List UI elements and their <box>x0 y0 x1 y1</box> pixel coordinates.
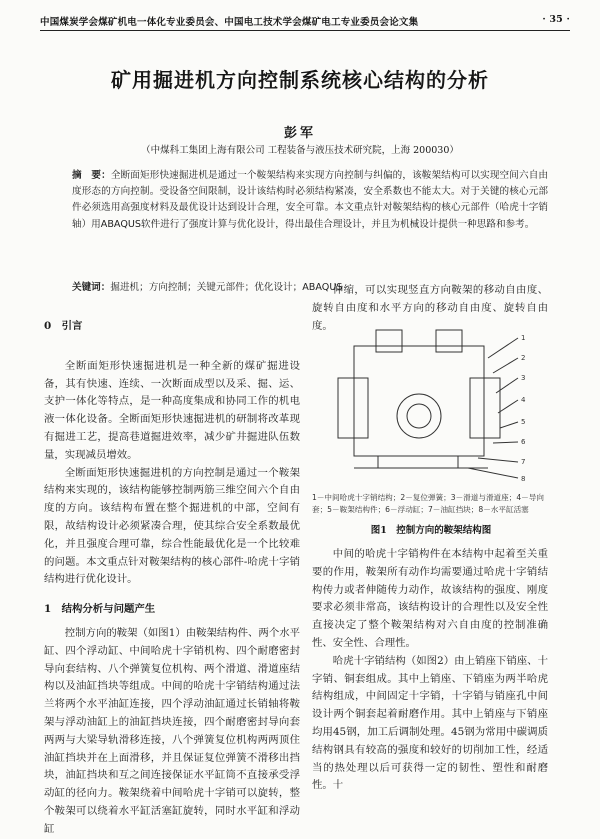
left-float-cylinder <box>338 378 368 438</box>
running-title: 中国煤炭学会煤矿机电一体化专业委员会、中国电工技术学会煤矿电工专业委员会论文集 <box>40 17 419 28</box>
abstract-text: 全断面矩形快速掘进机是通过一个鞍架结构来实现方向控制与纠偏的，该鞍架结构可以实现空间六自由度形态的方向控制。受设备空间限制，设计该结构时必须结构紧凑，安全系数也不能太大。对于关键的核心元部件必须选用高强度材料及最优设计达到设计合理，安全可靠。本文重点针对鞍架结构的核心元部件（哈虎十字销轴）用ABAQUS软件进行了强度计算与优化设计，得出最佳合理设计，并且为机械设计提供一种思路和参考。 <box>72 170 549 230</box>
abstract-label: 摘 要： <box>72 170 111 181</box>
left-column <box>44 318 300 839</box>
callout-2: 2 <box>521 354 526 362</box>
leader-line-5 <box>500 422 518 428</box>
top-left-block <box>376 330 402 352</box>
right-mid-paragraph-1: 中间的哈虎十字销构件在本结构中起着至关重要的作用，鞍架所有动作均需要通过哈虎十字销结构传力或者伸随传力动作，故该结构的强度、刚度要求必须非常高，该结构设计的合理性以及安全性直接决定了整个鞍架结构对六自由度的控制准确性、安全性、合理性。 <box>312 548 548 649</box>
section-0-heading: 0 引言 <box>44 320 83 332</box>
slide-base <box>378 456 458 468</box>
right-float-cylinder <box>470 378 500 438</box>
top-right-block <box>436 330 462 352</box>
saddle-frame <box>354 346 484 456</box>
callout-7: 7 <box>521 458 526 466</box>
callout-3: 3 <box>521 374 526 382</box>
intro-paragraph-2: 全断面矩形快速掘进机的方向控制是通过一个鞍架结构来实现的，该结构能够控制两筋三维空间六个自由度的方向。该结构布置在整个掘进机的中部，空间有限，故结构设计必须紧凑合理，使其综合安全系数最优化，并且强度合理可靠，综合性能最优化是一个比较难的问题。本文重点针对鞍架结构的核心部件-哈虎十字销结构进行优化设计。 <box>44 466 300 586</box>
leader-line-2 <box>493 358 518 373</box>
cross-pin-core <box>407 404 431 428</box>
right-top-paragraph: 伸缩，可以实现竖直方向鞍架的移动自由度、旋转自由度和水平方向的移动自由度、旋转自由度。 <box>312 284 548 332</box>
figure-1-legend: 1－中间哈虎十字销结构；2－复位弹簧；3－滑道与滑道座；4－导向套；5－鞍架结构件；6－浮动缸；7－油缸挡块；8－水平缸活塞 <box>312 493 544 514</box>
callout-4: 4 <box>521 396 526 404</box>
section-1-heading: 1 结构分析与问题产生 <box>44 603 156 616</box>
leader-line-3 <box>496 378 518 393</box>
keywords-text: 掘进机；方向控制；关键元部件；优化设计；ABAQUS <box>110 282 343 293</box>
figure-1-drawing <box>318 318 546 484</box>
running-header <box>40 14 570 31</box>
leader-line-7 <box>478 458 518 462</box>
callout-5: 5 <box>521 418 526 426</box>
intro-paragraph-1: 全断面矩形快速掘进机是一种全新的煤矿掘进设备，其有快速、连续、一次断面成型以及采、掘、运、支护一体化等特点，是一种高度集成和协同工作的机电液一体化设备。全断面矩形快速掘进机的研制将改革现有掘进工艺，提高巷道掘进效率，减少矿井掘进队伍数量，实现减员增效。 <box>44 359 300 461</box>
keywords-label: 关键词： <box>72 282 111 293</box>
callout-8: 8 <box>521 475 526 483</box>
right-column-bottom <box>312 546 548 795</box>
page-number: · 35 · <box>542 14 570 25</box>
leader-line-1 <box>488 338 518 358</box>
author: 彭军 <box>283 126 316 141</box>
leader-line-6 <box>493 442 518 443</box>
section-1-paragraph: 控制方向的鞍架（如图1）由鞍架结构件、两个水平缸、四个浮动缸、中间哈虎十字销机构、四个耐磨密封导向套结构、八个弹簧复位机构、两个滑道、滑道座结构以及油缸挡块等组成。中间的哈虎十字销结构通过法兰将两个水平油缸连接，四个浮动油缸通过长销轴将鞍架与浮动油缸上的油缸挡块连接，四个耐磨密封导向套两两与大梁导轨滑移连接，八个弹簧复位机构两两顶住油缸挡块并在上面滑移，并且保证复位弹簧不滑移出挡块，油缸挡块和互之间连接保证水平缸筒不直接承受浮动缸的径向力。鞍架绕着中间哈虎十字销可以旋转，整个鞍架可以绕着水平缸活塞缸旋转，同时水平缸和浮动缸 <box>44 626 300 835</box>
leader-line-8 <box>468 468 518 478</box>
affiliation: （中煤科工集团上海有限公司 工程装备与液压技术研究院，上海 200030） <box>141 145 459 156</box>
figure-1-caption: 图1 控制方向的鞍架结构图 <box>370 525 492 536</box>
cross-pin-ring <box>397 394 441 438</box>
abstract <box>72 168 548 233</box>
paper-title: 矿用掘进机方向控制系统核心结构的分析 <box>111 68 489 92</box>
callout-6: 6 <box>521 438 526 446</box>
right-mid-paragraph-2: 哈虎十字销结构（如图2）由上销座下销座、十字销、铜套组成。其中上销座、下销座为两半哈虎结构组成，中间固定十字销，十字销与销座孔中间设计两个铜套起着耐磨作用。其中上销座与下销座均用45钢，加工后调制处理。45钢为常用中碳调质结构钢具有较高的强度和较好的切削加工性，经适当的热处理以后可获得一定的韧性、塑性和耐磨性。十 <box>312 654 548 792</box>
leader-line-4 <box>498 400 518 413</box>
callout-1: 1 <box>521 334 526 342</box>
